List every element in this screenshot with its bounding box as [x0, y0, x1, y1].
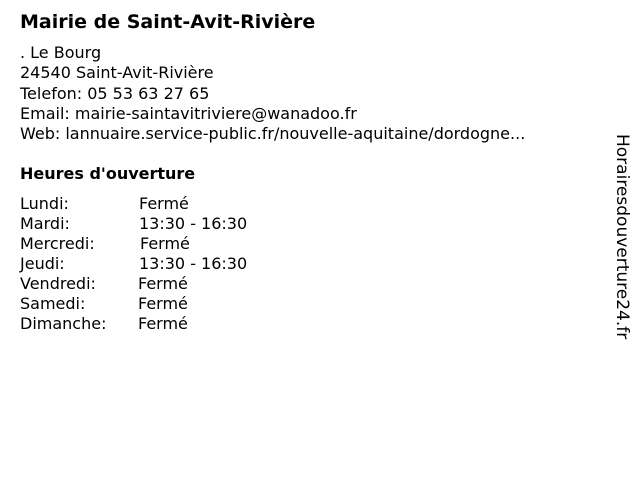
- site-watermark: Horairesdouverture24.fr: [612, 134, 632, 340]
- day-label: Mardi:: [20, 214, 70, 233]
- phone-line: Telefon: 05 53 63 27 65: [20, 83, 210, 103]
- email-line: Email: mairie-saintavitriviere@wanadoo.fr: [20, 103, 357, 123]
- day-label: Lundi:: [20, 194, 69, 213]
- opening-hours-heading: Heures d'ouverture: [20, 164, 196, 183]
- day-hours: 13:30 - 16:30: [139, 254, 248, 273]
- day-label: Vendredi:: [20, 274, 96, 293]
- day-hours: 13:30 - 16:30: [139, 214, 248, 233]
- postal-city: 24540 Saint-Avit-Rivière: [20, 63, 214, 83]
- street-address: . Le Bourg: [20, 43, 102, 62]
- day-hours: Fermé: [138, 314, 188, 333]
- day-label: Samedi:: [20, 294, 86, 313]
- web-link[interactable]: Web: lannuaire.service-public.fr/nouvelle-aquitaine/dordogne...: [20, 124, 526, 144]
- day-hours: Fermé: [138, 294, 188, 313]
- day-label: Dimanche:: [20, 314, 107, 333]
- day-hours: Fermé: [140, 234, 190, 253]
- contact-info: [20, 43, 525, 144]
- day-label: Jeudi:: [20, 254, 65, 273]
- day-hours: Fermé: [138, 274, 188, 293]
- day-label: Mercredi:: [20, 234, 95, 253]
- day-hours: Fermé: [139, 194, 189, 213]
- page-title: Mairie de Saint-Avit-Rivière: [20, 11, 316, 33]
